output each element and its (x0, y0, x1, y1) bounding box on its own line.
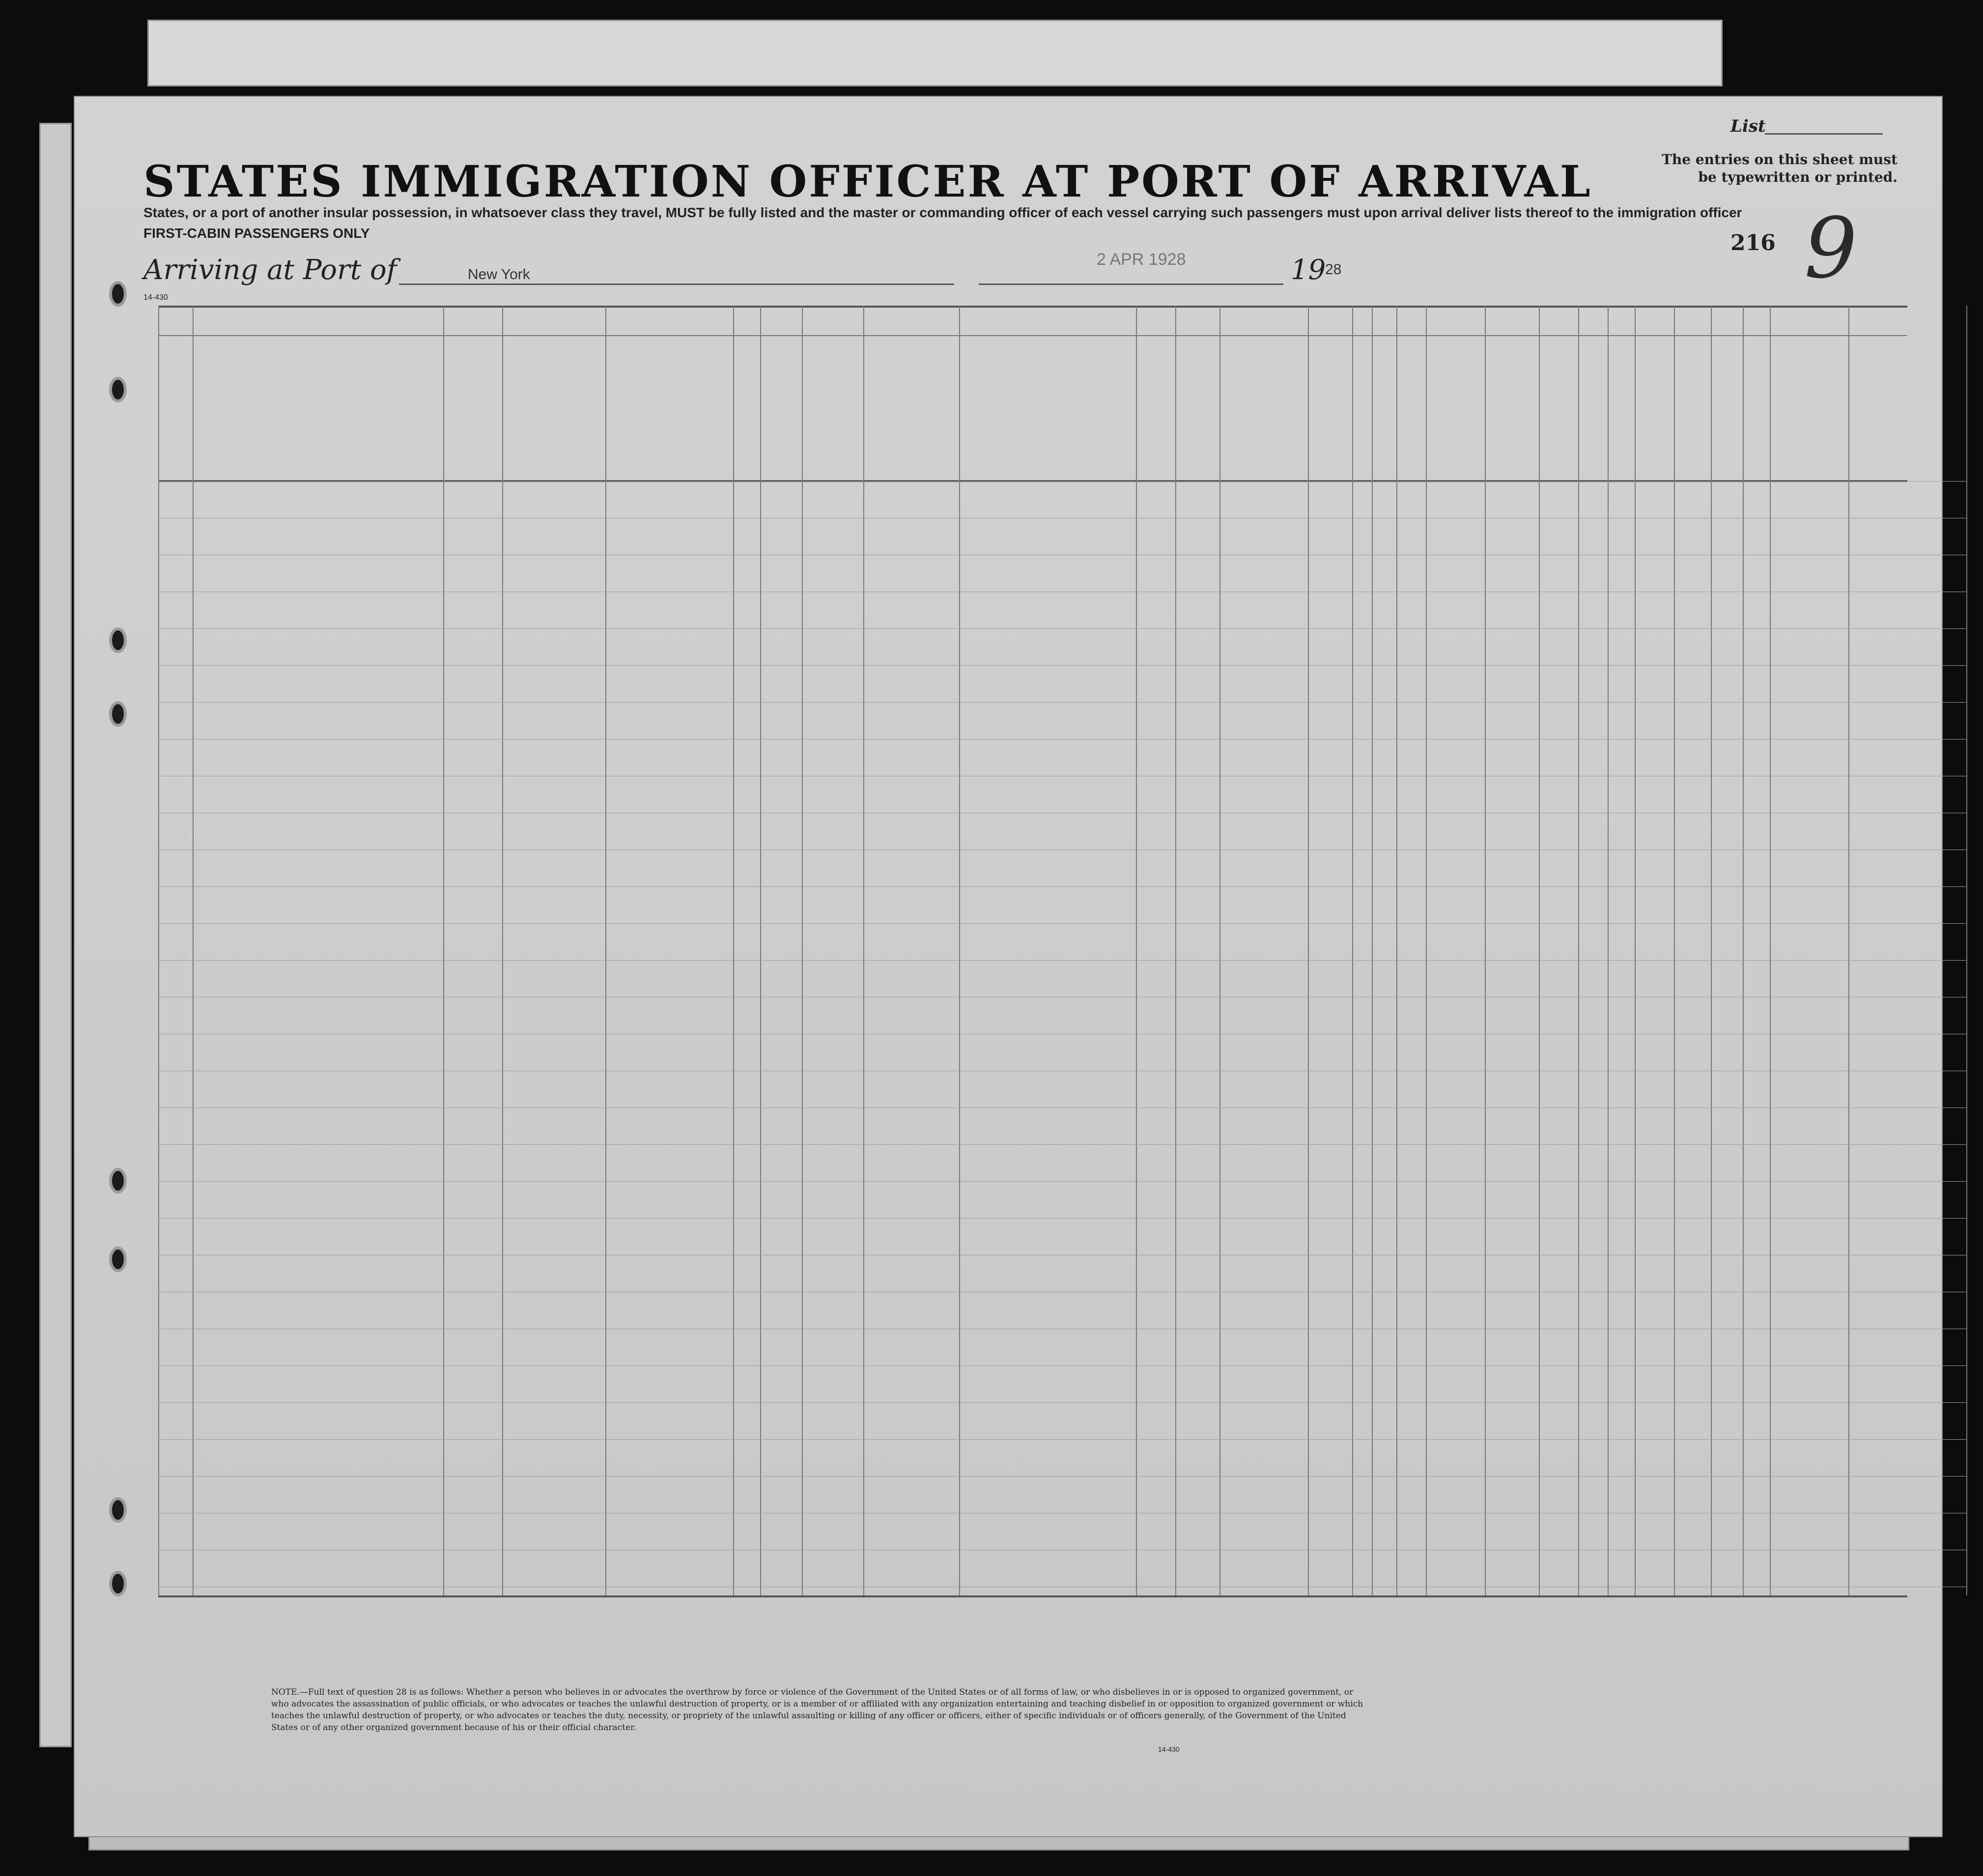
row-rule (158, 1218, 1966, 1219)
instruction-text: States, or a port of another insular possession, in whatsoever class they travel, MUST be fully listed and the master or commanding officer of each vessel carrying such passengers must upon arrival deliver lists thereof to the immigration officer (143, 205, 1742, 220)
year-prefix: 19 (1291, 254, 1326, 286)
row-rule (158, 923, 1966, 924)
manifest-sheet (74, 96, 1943, 1837)
row-rule (158, 702, 1966, 703)
table-top-rule (158, 306, 1907, 308)
col26-header (1310, 342, 1350, 475)
col27b-header (1377, 342, 1393, 475)
binder-hole (109, 1571, 127, 1596)
col33-feet (1640, 431, 1651, 475)
col19-header (610, 342, 628, 475)
col29-header (1431, 342, 1480, 475)
binder-hole (109, 1168, 127, 1194)
form-code: 14-430 (143, 293, 168, 302)
list-label: List (1730, 116, 1766, 136)
arriving-label: Arriving at Port of (143, 254, 397, 286)
typewriter-note: The entries on this sheet must be typewritten or printed. (1662, 151, 1898, 185)
row-rule (158, 1181, 1966, 1182)
port-line (399, 284, 954, 285)
footer-note: NOTE.—Full text of question 28 is as follows: Whether a person who believes in or advocates the overthrow by force or violence of the Government of the United States or of all forms of law, or who disbelieves in or is opposed to organized government, or who advocates the assassination of public officials, or who advocates or teaches the unlawful destruction of property, or is a member of or affiliated with any organization entertaining and teaching disbelief in or opposition to organized government or which teaches the unlawful destruction of property, or who advocates or teaches the duty, necessity, or propriety of the unlawful assaulting or killing of any officer or officers, either of specific individuals or of officers generally, of the Government of the United States or of any other organized government because of his or their official character. (271, 1687, 1363, 1733)
page-title: STATES IMMIGRATION OFFICER AT PORT OF ARRIVAL (143, 156, 1592, 207)
list-number-line (1765, 133, 1883, 135)
row-rule (158, 481, 1966, 482)
paper-edge-back (39, 123, 72, 1747)
row-rule (158, 886, 1966, 887)
binder-hole (109, 701, 127, 727)
binder-hole (109, 1497, 127, 1523)
row-rule (158, 1439, 1966, 1440)
date-line (979, 284, 1283, 285)
page-number: 216 (1730, 230, 1776, 256)
row-rule (158, 1476, 1966, 1477)
date-stamp: 2 APR 1928 (1097, 250, 1186, 269)
binder-hole (109, 281, 127, 307)
column-rule (1966, 306, 1967, 1595)
row-rule (158, 1144, 1966, 1145)
col24a-header (1141, 362, 1170, 475)
col21-header (736, 342, 757, 475)
year-suffix: 28 (1325, 261, 1342, 278)
row-rule (158, 628, 1966, 629)
class-line: FIRST-CABIN PASSENGERS ONLY (143, 226, 370, 241)
paper-edge-top (147, 20, 1723, 86)
binder-hole (109, 1247, 127, 1272)
table-bottom-rule (158, 1595, 1907, 1597)
port-value: New York (468, 266, 530, 283)
col33-inches (1658, 431, 1670, 475)
col28-header (1401, 342, 1423, 475)
row-rule (158, 665, 1966, 666)
binder-hole (109, 377, 127, 402)
row-rule (158, 1402, 1966, 1403)
row-rule (158, 1365, 1966, 1366)
col30-header (1490, 342, 1534, 475)
footer-form-code: 14-430 (1158, 1745, 1180, 1753)
column-number-rule (158, 335, 1907, 336)
handwritten-sheet-number: 9 (1804, 200, 1858, 297)
binder-hole (109, 627, 127, 653)
col25-header (1222, 342, 1261, 475)
col27-header (1354, 342, 1370, 475)
row-rule (158, 960, 1966, 961)
col24b-header (1180, 362, 1215, 475)
